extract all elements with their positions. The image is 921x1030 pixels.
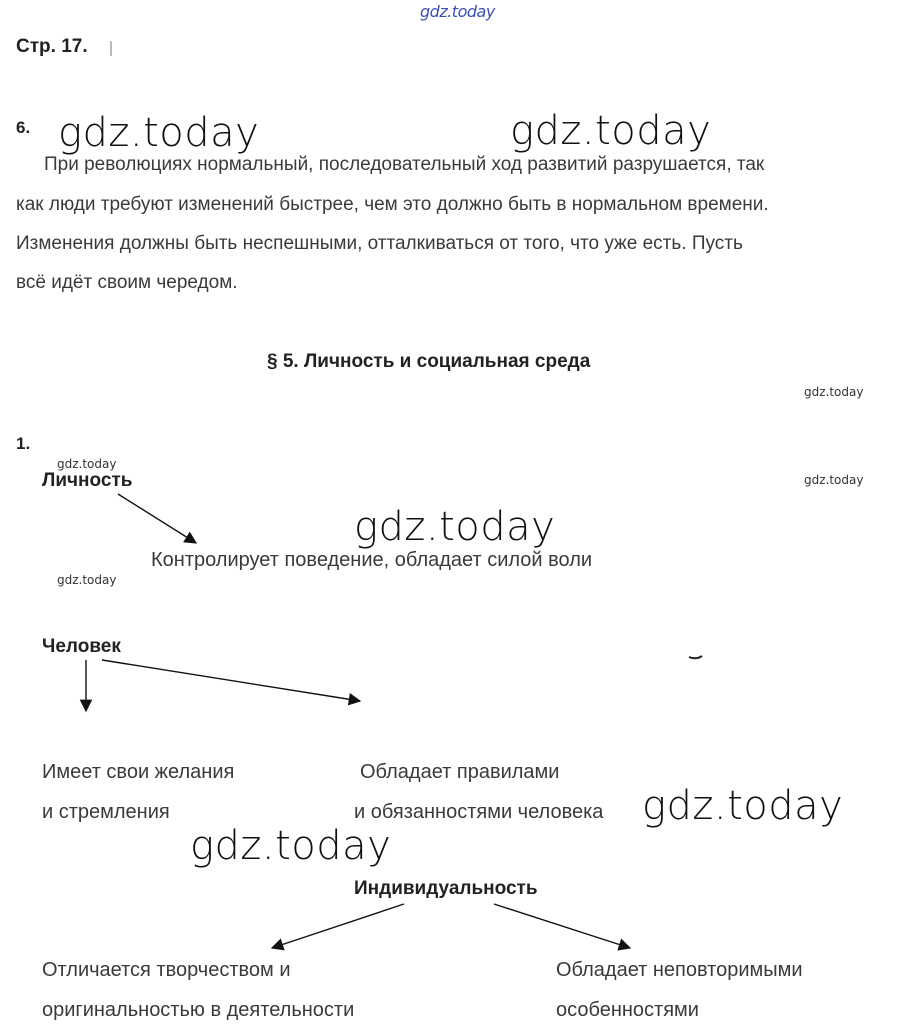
arrow-individ-left [272, 904, 404, 948]
desc-line: особенностями [556, 999, 699, 1021]
watermark-small: gdz.today [57, 457, 117, 471]
watermark-large: gdz.today [190, 823, 392, 869]
task-6-line: Изменения должны быть неспешными, отталкиваться от того, что уже есть. Пусть [16, 233, 743, 254]
desc-line: Отличается творчеством и [42, 959, 291, 981]
arrow-lichnost-to-desc [118, 494, 196, 543]
watermark-large: gdz.today [510, 108, 712, 154]
watermark-large: gdz.today [354, 504, 556, 550]
desc-line: и стремления [42, 801, 170, 823]
page-header: Стр. 17. [16, 36, 88, 57]
arrow-chelovek-right [102, 660, 360, 701]
task-6-line: как люди требуют изменений быстрее, чем это должно быть в нормальном времени. [16, 194, 769, 215]
watermark-large: gdz.today [642, 783, 844, 829]
desc-line: оригинальностью в деятельности [42, 999, 355, 1021]
task-6-number: 6. [16, 118, 31, 137]
task-1-number: 1. [16, 434, 31, 453]
watermark-large: gdz.today [58, 110, 260, 156]
desc-line: Имеет свои желания [42, 761, 235, 783]
stray-mark [689, 656, 702, 658]
desc-line: и обязанностями человека [354, 801, 604, 823]
lichnost-description: Контролирует поведение, обладает силой воли [151, 549, 593, 571]
watermark-small: gdz.today [804, 385, 864, 399]
watermark-small: gdz.today [804, 473, 864, 487]
watermark-small: gdz.today [57, 573, 117, 587]
desc-line: Обладает неповторимыми [556, 959, 803, 981]
chelovek-node: Человек [42, 636, 121, 657]
individualnost-node: Индивидуальность [354, 878, 538, 899]
task-6-line: При революциях нормальный, последовательный ход развитий разрушается, так [44, 154, 765, 175]
lichnost-node: Личность [42, 470, 133, 491]
task-6-line: всё идёт своим чередом. [16, 272, 238, 293]
section-heading: § 5. Личность и социальная среда [267, 351, 591, 372]
desc-line: Обладает правилами [360, 761, 560, 783]
arrow-individ-right [494, 904, 630, 948]
watermark-top: gdz.today [420, 2, 495, 21]
